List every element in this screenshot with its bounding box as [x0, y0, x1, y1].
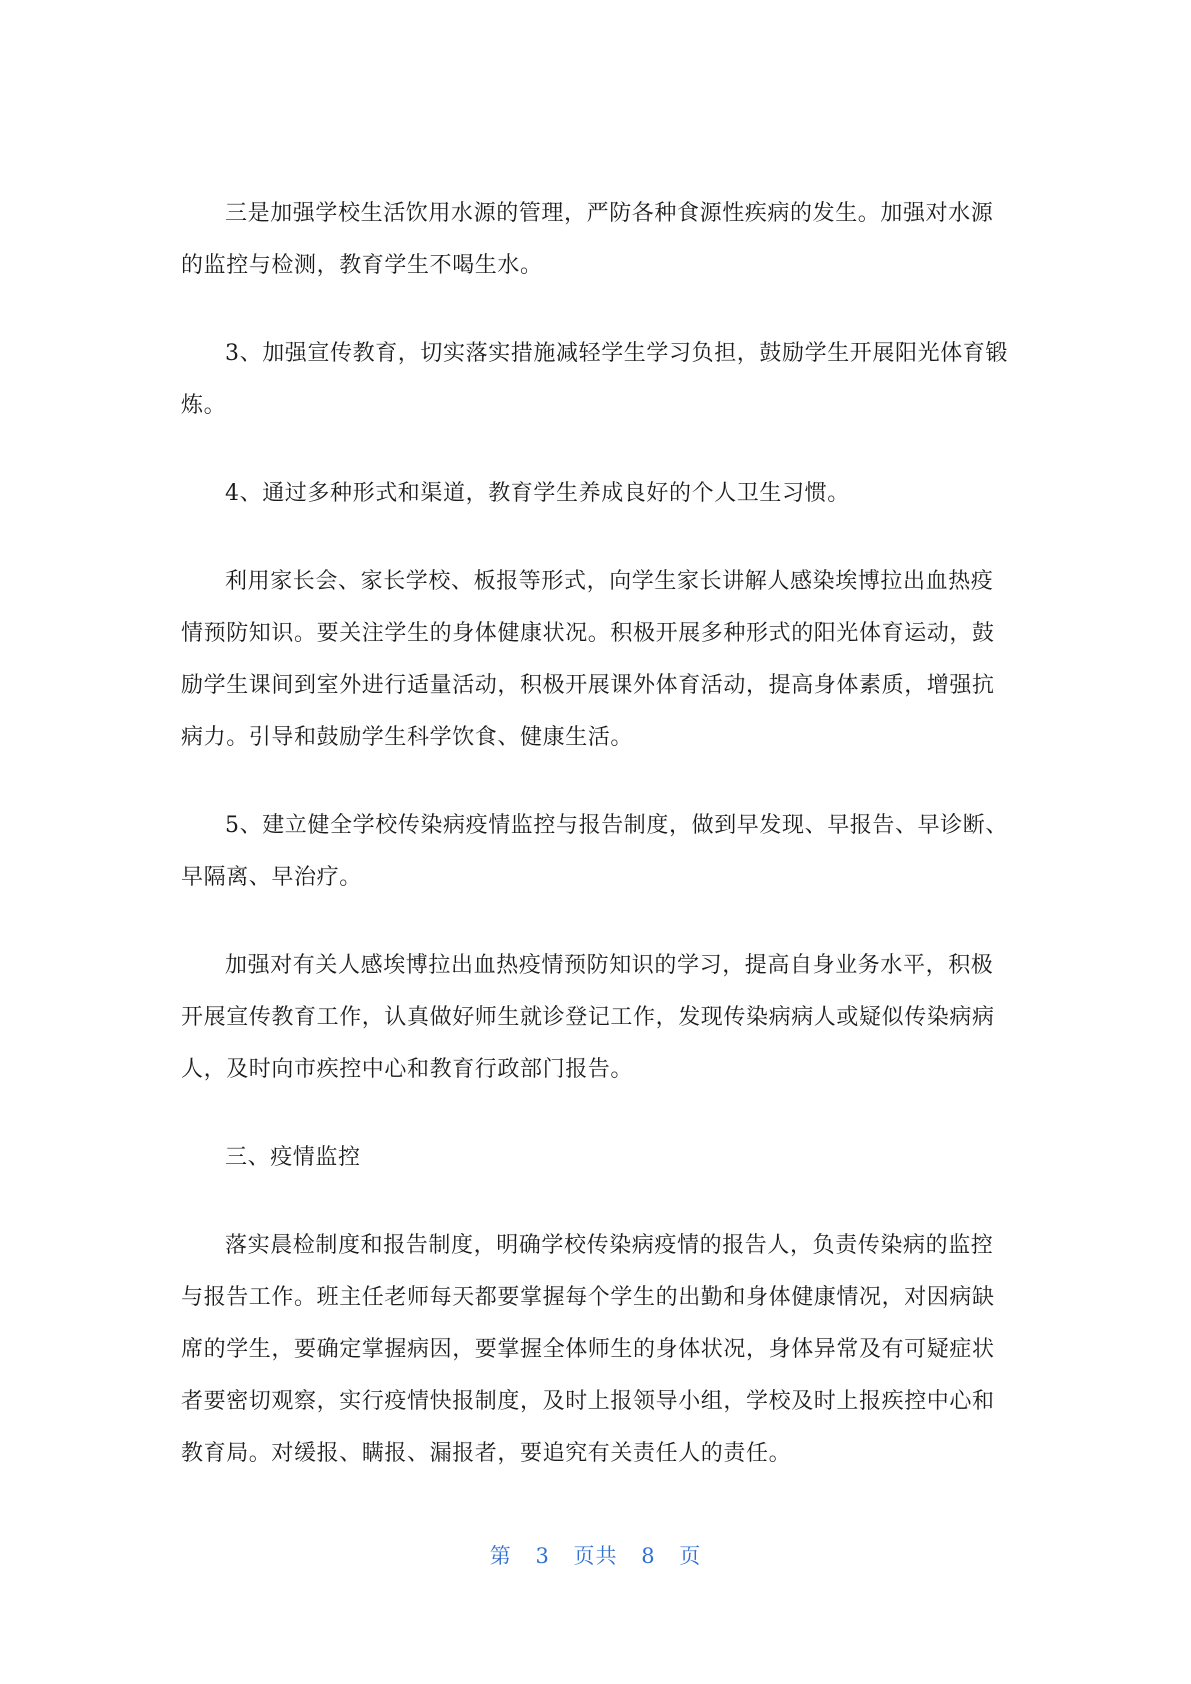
- footer-current-page: 3: [535, 1544, 550, 1568]
- paragraph-spacer: [181, 904, 1011, 940]
- footer-middle: 页共: [573, 1544, 618, 1568]
- paragraph-item-5: 5、建立健全学校传染病疫情监控与报告制度，做到早发现、早报告、早诊断、早隔离、早治疗。: [181, 813, 1008, 890]
- footer-suffix: 页: [679, 1544, 702, 1568]
- document-body: [181, 188, 1011, 1480]
- section-heading-monitoring: 三、疫情监控: [225, 1145, 361, 1170]
- page-number-footer: [0, 1540, 1191, 1570]
- paragraph-spacer: [181, 432, 1011, 468]
- paragraph-spacer: [181, 1184, 1011, 1220]
- footer-total-pages: 8: [641, 1544, 656, 1568]
- paragraph-spacer: [181, 292, 1011, 328]
- paragraph-spacer: [181, 520, 1011, 556]
- paragraph-monitoring-details: 落实晨检制度和报告制度，明确学校传染病疫情的报告人，负责传染病的监控与报告工作。班主任老师每天都要掌握每个学生的出勤和身体健康情况，对因病缺席的学生，要确定掌握病因，要掌握全体师生的身体状况，身体异常及有可疑症状者要密切观察，实行疫情快报制度，及时上报领导小组，学校及时上报疾控中心和教育局。对缓报、瞒报、漏报者，要追究有关责任人的责任。: [181, 1233, 995, 1466]
- paragraph-item-3: 3、加强宣传教育，切实落实措施减轻学生学习负担，鼓励学生开展阳光体育锻炼。: [181, 341, 1008, 418]
- paragraph-spacer: [181, 764, 1011, 800]
- paragraph-spacer: [181, 1096, 1011, 1132]
- paragraph-parent-education: 利用家长会、家长学校、板报等形式，向学生家长讲解人感染埃博拉出血热疫情预防知识。要关注学生的身体健康状况。积极开展多种形式的阳光体育运动，鼓励学生课间到室外进行适量活动，积极开展课外体育活动，提高身体素质，增强抗病力。引导和鼓励学生科学饮食、健康生活。: [181, 569, 995, 750]
- footer-prefix: 第: [489, 1544, 512, 1568]
- paragraph-water-source: 三是加强学校生活饮用水源的管理，严防各种食源性疾病的发生。加强对水源的监控与检测，教育学生不喝生水。: [181, 201, 994, 278]
- paragraph-staff-training: 加强对有关人感埃博拉出血热疫情预防知识的学习，提高自身业务水平，积极开展宣传教育工作，认真做好师生就诊登记工作，发现传染病病人或疑似传染病病人，及时向市疾控中心和教育行政部门报告。: [181, 953, 995, 1082]
- paragraph-item-4: 4、通过多种形式和渠道，教育学生养成良好的个人卫生习惯。: [225, 481, 850, 506]
